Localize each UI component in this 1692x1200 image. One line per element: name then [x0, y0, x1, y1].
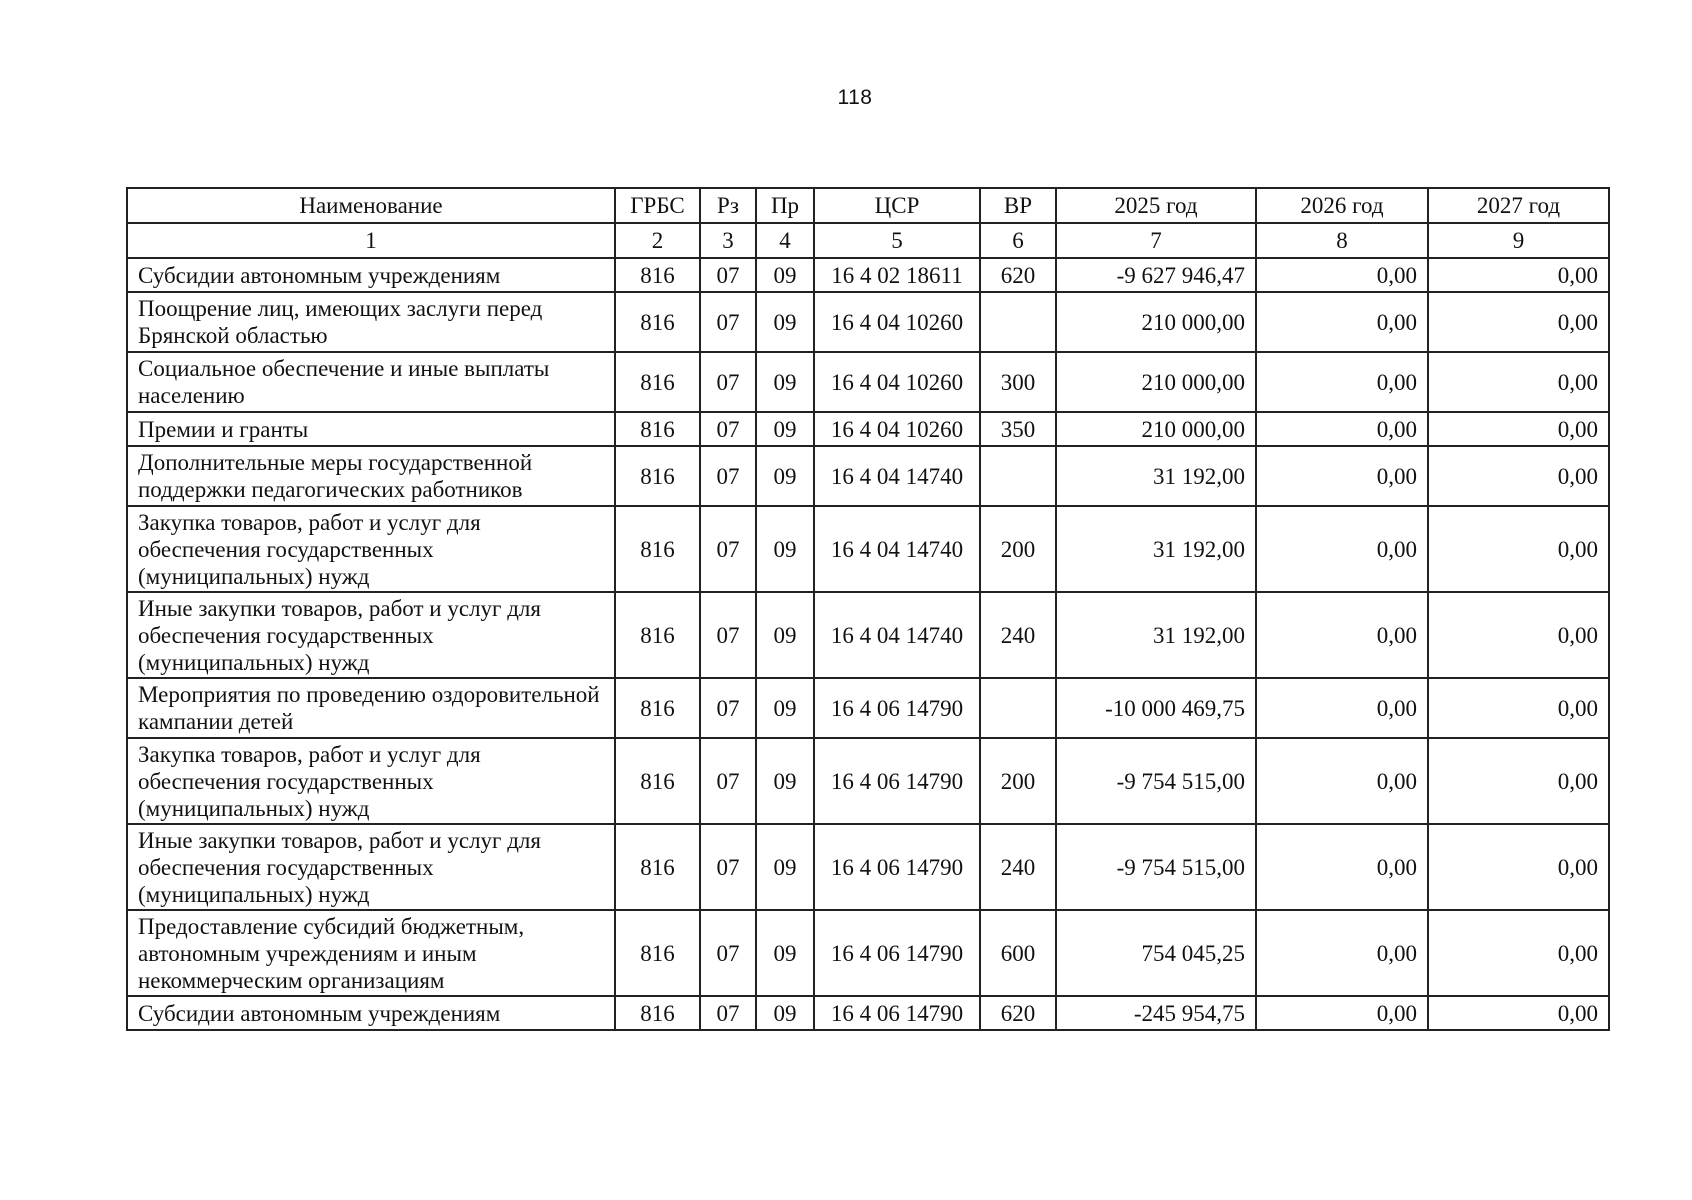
cell-csr: 16 4 04 14740 — [814, 592, 980, 678]
cell-2027: 0,00 — [1428, 292, 1609, 352]
cell-grbs: 816 — [615, 824, 700, 910]
column-number: 5 — [814, 223, 980, 258]
cell-name: Социальное обеспечение и иные выплаты населению — [127, 352, 615, 412]
cell-grbs: 816 — [615, 678, 700, 738]
table-row — [127, 824, 1609, 910]
cell-pr: 09 — [756, 910, 814, 996]
page-number: 118 — [837, 86, 873, 109]
cell-2025: -9 754 515,00 — [1056, 738, 1256, 824]
cell-csr: 16 4 06 14790 — [814, 738, 980, 824]
cell-csr: 16 4 04 14740 — [814, 506, 980, 592]
cell-grbs: 816 — [615, 292, 700, 352]
header-2025: 2025 год — [1056, 188, 1256, 223]
cell-2027: 0,00 — [1428, 678, 1609, 738]
cell-2027: 0,00 — [1428, 824, 1609, 910]
cell-name: Премии и гранты — [127, 412, 615, 446]
table-row — [127, 506, 1609, 592]
cell-vr: 240 — [980, 824, 1056, 910]
cell-rz: 07 — [700, 292, 756, 352]
cell-vr: 600 — [980, 910, 1056, 996]
cell-name: Мероприятия по проведению оздоровительной кампании детей — [127, 678, 615, 738]
cell-pr: 09 — [756, 592, 814, 678]
cell-rz: 07 — [700, 258, 756, 292]
cell-2025: 210 000,00 — [1056, 292, 1256, 352]
cell-2025: 210 000,00 — [1056, 352, 1256, 412]
column-number: 1 — [127, 223, 615, 258]
cell-rz: 07 — [700, 996, 756, 1030]
header-grbs: ГРБС — [615, 188, 700, 223]
cell-grbs: 816 — [615, 506, 700, 592]
cell-grbs: 816 — [615, 738, 700, 824]
table-row — [127, 352, 1609, 412]
cell-2027: 0,00 — [1428, 738, 1609, 824]
header-row — [127, 188, 1609, 223]
cell-vr: 620 — [980, 258, 1056, 292]
cell-2026: 0,00 — [1256, 738, 1428, 824]
cell-pr: 09 — [756, 996, 814, 1030]
cell-grbs: 816 — [615, 258, 700, 292]
cell-rz: 07 — [700, 678, 756, 738]
cell-2025: 754 045,25 — [1056, 910, 1256, 996]
cell-2027: 0,00 — [1428, 506, 1609, 592]
cell-pr: 09 — [756, 412, 814, 446]
cell-rz: 07 — [700, 412, 756, 446]
cell-2026: 0,00 — [1256, 996, 1428, 1030]
cell-rz: 07 — [700, 738, 756, 824]
column-number: 4 — [756, 223, 814, 258]
cell-2025: 210 000,00 — [1056, 412, 1256, 446]
cell-name: Предоставление субсидий бюджетным, автономным учреждениям и иным некоммерческим организациям — [127, 910, 615, 996]
cell-vr — [980, 292, 1056, 352]
cell-pr: 09 — [756, 446, 814, 506]
cell-name: Дополнительные меры государственной поддержки педагогических работников — [127, 446, 615, 506]
cell-2027: 0,00 — [1428, 258, 1609, 292]
cell-csr: 16 4 06 14790 — [814, 678, 980, 738]
cell-pr: 09 — [756, 678, 814, 738]
column-number: 9 — [1428, 223, 1609, 258]
column-number: 7 — [1056, 223, 1256, 258]
cell-grbs: 816 — [615, 592, 700, 678]
cell-csr: 16 4 06 14790 — [814, 910, 980, 996]
table-row — [127, 292, 1609, 352]
cell-vr — [980, 446, 1056, 506]
header-2027: 2027 год — [1428, 188, 1609, 223]
header-vr: ВР — [980, 188, 1056, 223]
cell-2027: 0,00 — [1428, 996, 1609, 1030]
cell-name: Закупка товаров, работ и услуг для обеспечения государственных (муниципальных) нужд — [127, 506, 615, 592]
cell-rz: 07 — [700, 824, 756, 910]
cell-vr: 620 — [980, 996, 1056, 1030]
cell-vr: 240 — [980, 592, 1056, 678]
header-csr: ЦСР — [814, 188, 980, 223]
table-row — [127, 910, 1609, 996]
cell-vr: 200 — [980, 506, 1056, 592]
cell-csr: 16 4 04 14740 — [814, 446, 980, 506]
cell-pr: 09 — [756, 292, 814, 352]
cell-2025: -245 954,75 — [1056, 996, 1256, 1030]
cell-2026: 0,00 — [1256, 258, 1428, 292]
table-row — [127, 996, 1609, 1030]
cell-2025: -10 000 469,75 — [1056, 678, 1256, 738]
cell-2025: 31 192,00 — [1056, 446, 1256, 506]
cell-grbs: 816 — [615, 412, 700, 446]
cell-grbs: 816 — [615, 352, 700, 412]
cell-grbs: 816 — [615, 910, 700, 996]
cell-2027: 0,00 — [1428, 592, 1609, 678]
cell-rz: 07 — [700, 352, 756, 412]
cell-2026: 0,00 — [1256, 824, 1428, 910]
table-row — [127, 412, 1609, 446]
cell-vr: 350 — [980, 412, 1056, 446]
column-number: 6 — [980, 223, 1056, 258]
cell-2027: 0,00 — [1428, 446, 1609, 506]
table-row — [127, 738, 1609, 824]
cell-vr — [980, 678, 1056, 738]
cell-pr: 09 — [756, 506, 814, 592]
cell-2026: 0,00 — [1256, 678, 1428, 738]
cell-name: Субсидии автономным учреждениям — [127, 996, 615, 1030]
cell-2025: -9 754 515,00 — [1056, 824, 1256, 910]
table-row — [127, 258, 1609, 292]
table-row — [127, 678, 1609, 738]
cell-2026: 0,00 — [1256, 292, 1428, 352]
column-number-row — [127, 223, 1609, 258]
cell-name: Иные закупки товаров, работ и услуг для обеспечения государственных (муниципальных) нужд — [127, 824, 615, 910]
cell-rz: 07 — [700, 910, 756, 996]
cell-csr: 16 4 04 10260 — [814, 292, 980, 352]
cell-name: Поощрение лиц, имеющих заслуги перед Брянской областью — [127, 292, 615, 352]
cell-2025: -9 627 946,47 — [1056, 258, 1256, 292]
header-pr: Пр — [756, 188, 814, 223]
cell-vr: 300 — [980, 352, 1056, 412]
cell-name: Субсидии автономным учреждениям — [127, 258, 615, 292]
cell-2026: 0,00 — [1256, 446, 1428, 506]
cell-2026: 0,00 — [1256, 352, 1428, 412]
cell-csr: 16 4 04 10260 — [814, 352, 980, 412]
cell-2026: 0,00 — [1256, 506, 1428, 592]
cell-grbs: 816 — [615, 446, 700, 506]
cell-pr: 09 — [756, 352, 814, 412]
cell-name: Иные закупки товаров, работ и услуг для обеспечения государственных (муниципальных) нужд — [127, 592, 615, 678]
cell-csr: 16 4 04 10260 — [814, 412, 980, 446]
cell-2027: 0,00 — [1428, 910, 1609, 996]
cell-name: Закупка товаров, работ и услуг для обеспечения государственных (муниципальных) нужд — [127, 738, 615, 824]
cell-rz: 07 — [700, 592, 756, 678]
cell-csr: 16 4 06 14790 — [814, 824, 980, 910]
cell-grbs: 816 — [615, 996, 700, 1030]
cell-2025: 31 192,00 — [1056, 592, 1256, 678]
cell-2026: 0,00 — [1256, 910, 1428, 996]
cell-2025: 31 192,00 — [1056, 506, 1256, 592]
column-number: 3 — [700, 223, 756, 258]
table-row — [127, 446, 1609, 506]
cell-csr: 16 4 06 14790 — [814, 996, 980, 1030]
cell-pr: 09 — [756, 824, 814, 910]
cell-2026: 0,00 — [1256, 412, 1428, 446]
cell-2027: 0,00 — [1428, 412, 1609, 446]
header-name: Наименование — [127, 188, 615, 223]
header-rz: Рз — [700, 188, 756, 223]
cell-pr: 09 — [756, 738, 814, 824]
cell-vr: 200 — [980, 738, 1056, 824]
cell-2027: 0,00 — [1428, 352, 1609, 412]
column-number: 8 — [1256, 223, 1428, 258]
budget-table — [126, 187, 1610, 1031]
table-row — [127, 592, 1609, 678]
cell-pr: 09 — [756, 258, 814, 292]
cell-rz: 07 — [700, 506, 756, 592]
column-number: 2 — [615, 223, 700, 258]
cell-rz: 07 — [700, 446, 756, 506]
header-2026: 2026 год — [1256, 188, 1428, 223]
cell-csr: 16 4 02 18611 — [814, 258, 980, 292]
cell-2026: 0,00 — [1256, 592, 1428, 678]
